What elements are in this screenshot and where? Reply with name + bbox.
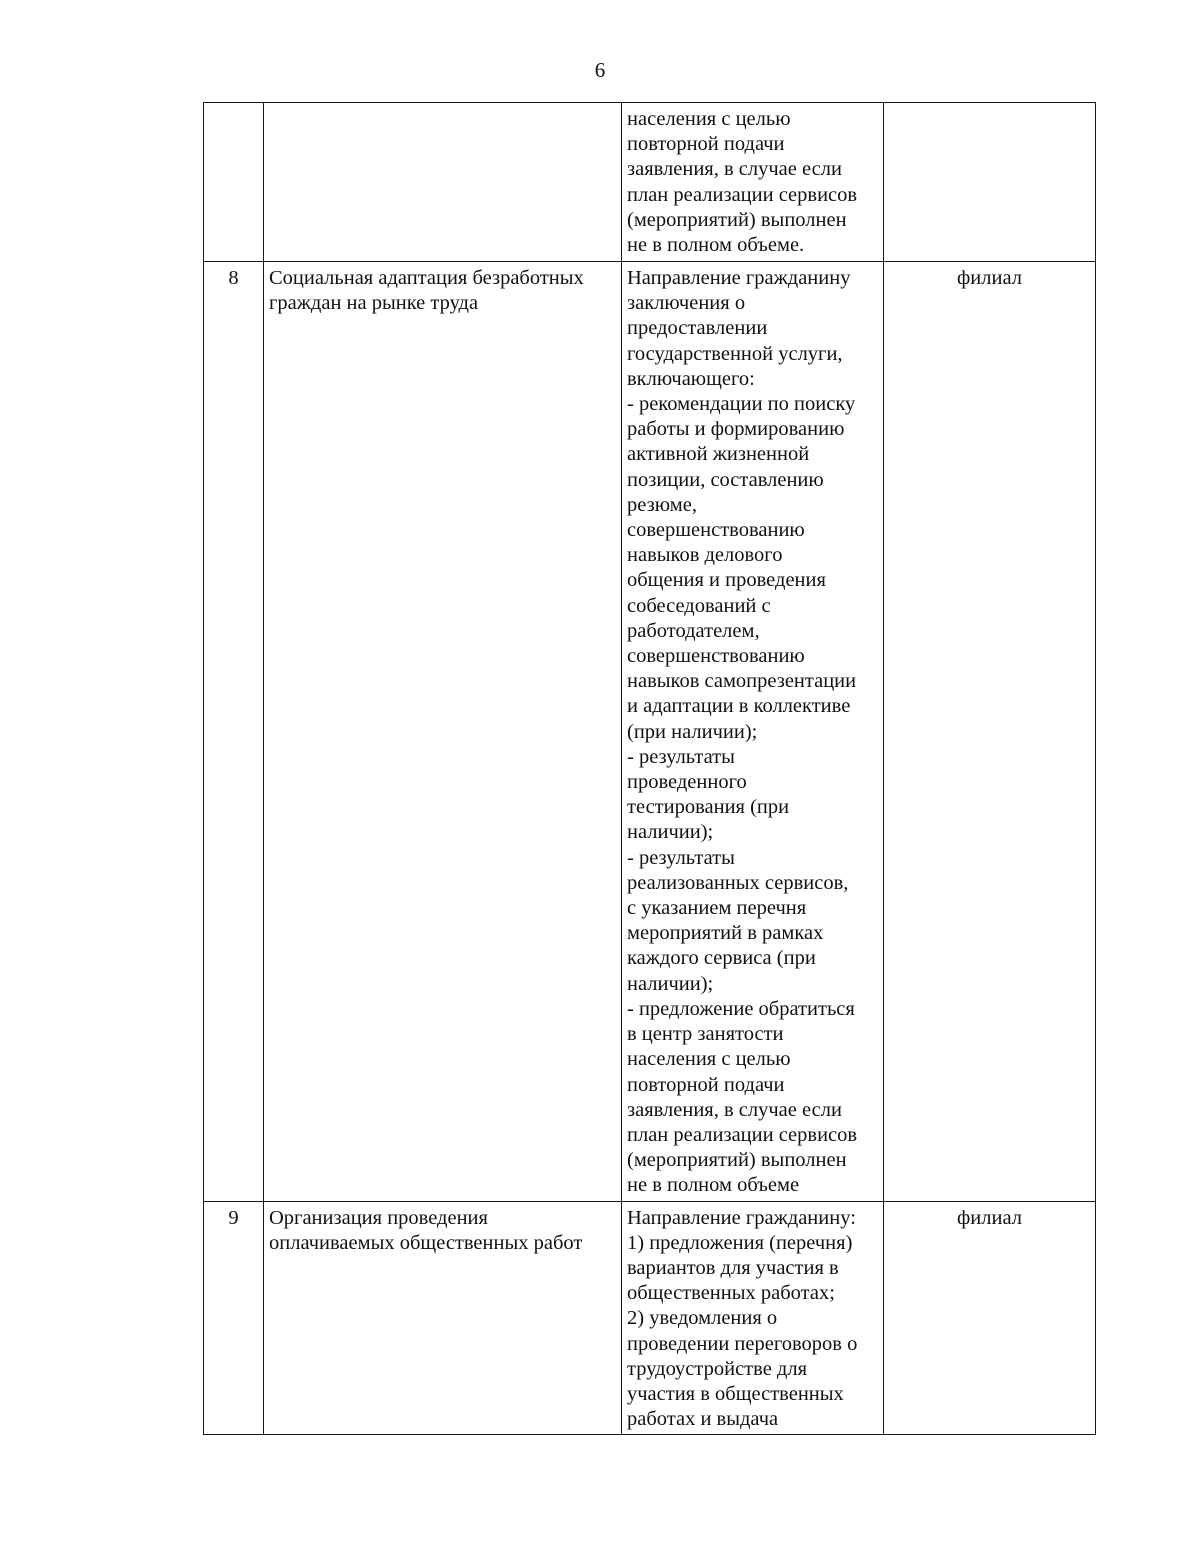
row-number-cell [204, 1201, 264, 1435]
service-result: Направление гражданину: 1) предложения (перечня) вариантов для участия в общественных работах; 2) уведомления о проведении переговоров о трудоустройстве для участия в общественных работах и выдача [627, 1206, 858, 1431]
service-name-cell [264, 1201, 622, 1435]
service-result-cell [622, 262, 884, 1202]
service-result: Направление гражданину заключения о предоставлении государственной услуги, включающего: - рекомендации по поиску работы и формированию активной жизненной позиции, составлению резюме, совершенствованию навыков делового общения и проведения собеседований с работодателем, совершенствованию навыков самопрезентации и адаптации в коллективе (при наличии); - результаты проведенного тестирования (при наличии); - результаты реализованных сервисов, с указанием перечня мероприятий в рамках каждого сервиса (при наличии); - предложение обратиться в центр занятости населения с целью повторной подачи заявления, в случае если план реализации сервисов (мероприятий) выполнен не в полном объеме [627, 267, 858, 1197]
row-number: 9 [228, 1206, 239, 1229]
row-number-cell [204, 103, 264, 262]
service-name-cell [264, 103, 622, 262]
service-name: Социальная адаптация безработных граждан на рынке труда [269, 267, 584, 315]
service-name-cell [264, 262, 622, 1202]
executor-cell [884, 103, 1096, 262]
executor: филиал [957, 267, 1022, 289]
service-result: населения с целью повторной подачи заявления, в случае если план реализации сервисов (мероприятий) выполнен не в полном объеме. [627, 108, 858, 257]
services-table [203, 102, 1096, 1435]
table-row-continuation [204, 103, 1096, 262]
service-result-cell [622, 103, 884, 262]
service-name: Организация проведения оплачиваемых общественных работ [269, 1206, 583, 1254]
service-result-cell [622, 1201, 884, 1435]
row-number-cell [204, 262, 264, 1202]
page-number: 6 [594, 58, 606, 82]
executor: филиал [957, 1206, 1022, 1229]
executor-cell [884, 262, 1096, 1202]
row-number: 8 [228, 267, 239, 289]
table-row-9 [204, 1201, 1096, 1435]
executor-cell [884, 1201, 1096, 1435]
table-row-8 [204, 262, 1096, 1202]
